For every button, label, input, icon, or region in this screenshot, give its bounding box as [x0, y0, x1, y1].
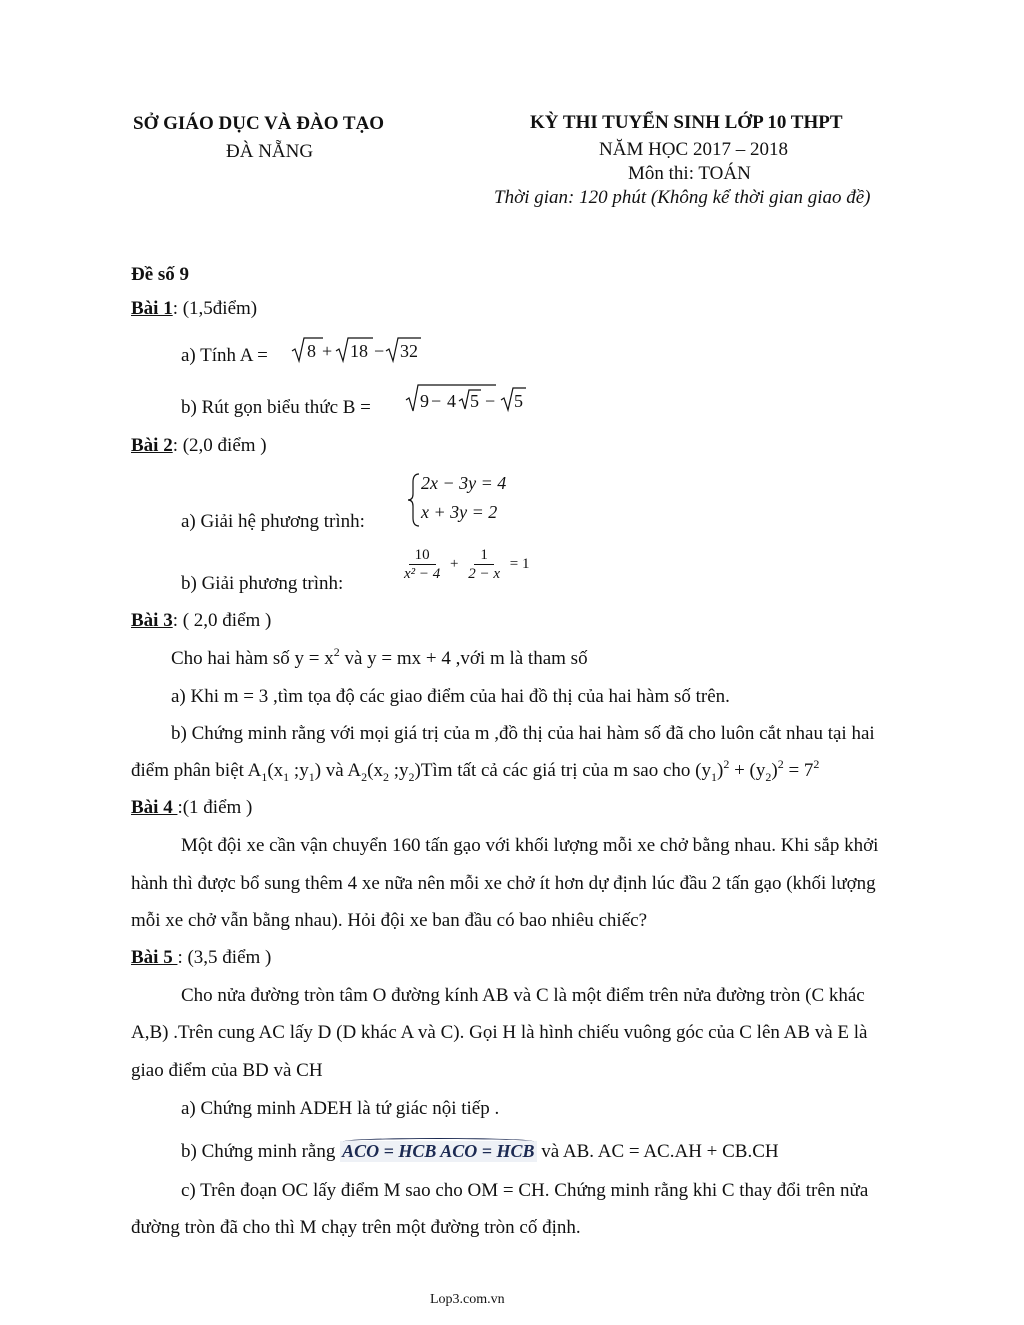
- svg-text:−: −: [374, 341, 385, 361]
- exam-title: KỲ THI TUYỂN SINH LỚP 10 THPT: [530, 112, 843, 133]
- plus-sign: +: [450, 556, 459, 572]
- bai4-line-1: Một đội xe cần vận chuyển 160 tấn gạo với khối lượng mỗi xe chở bằng nhau. Khi sắp khởi: [181, 835, 879, 856]
- svg-text:5: 5: [514, 391, 523, 411]
- bai5-heading: [131, 947, 271, 969]
- bai3-intro-b: và y = mx + 4 ,với m là tham số: [339, 648, 588, 669]
- bai5-line-3: giao điểm của BD và CH: [131, 1060, 323, 1081]
- fraction-2-num: 1: [474, 546, 494, 565]
- bai1-a-text: a) Tính A =: [181, 345, 268, 366]
- exam-number: Đề số 9: [131, 264, 190, 285]
- bai3-intro: [171, 645, 588, 670]
- fraction-1: [398, 546, 446, 583]
- bai2-heading: [131, 435, 267, 457]
- bai3-heading: [131, 610, 271, 632]
- bai1-b-formula: [405, 383, 527, 415]
- svg-text:9: 9: [420, 391, 429, 411]
- bai4-points: :(1 điểm ): [177, 797, 253, 818]
- equation-rhs: = 1: [509, 556, 530, 572]
- bai2-eq2: x + 3y = 2: [421, 502, 498, 522]
- bai4-heading: [131, 797, 252, 819]
- time-limit: Thời gian: 120 phút (Không kể thời gian giao đề): [494, 187, 871, 208]
- bai5-a-text: a) Chứng minh ADEH là tứ giác nội tiếp .: [181, 1098, 500, 1119]
- bai2-b-equation: [398, 546, 530, 583]
- bai5-b-tail: và AB. AC = AC.AH + CB.CH: [536, 1141, 779, 1162]
- school-year: NĂM HỌC 2017 – 2018: [599, 139, 788, 160]
- bai2-points: : (2,0 điểm ): [172, 435, 267, 456]
- department-name: SỞ GIÁO DỤC VÀ ĐÀO TẠO: [133, 113, 385, 134]
- bai3-label: Bài 3: [131, 610, 173, 631]
- svg-text:18: 18: [350, 341, 368, 361]
- svg-text:5: 5: [470, 391, 479, 411]
- bai1-label: Bài 1: [131, 298, 173, 319]
- svg-text:32: 32: [400, 341, 418, 361]
- bai4-line-2: hành thì được bổ sung thêm 4 xe nữa nên mỗi xe chở ít hơn dự định lúc đầu 2 tấn gạo (khối lượng: [131, 873, 876, 894]
- bai2-a-text: a) Giải hệ phương trình:: [181, 511, 365, 532]
- fraction-2-den: 2 − x: [468, 566, 501, 582]
- footer-site: Lop3.com.vn: [430, 1292, 505, 1307]
- bai1-b-text: b) Rút gọn biểu thức B =: [181, 397, 371, 418]
- bai5-b-line: [181, 1141, 779, 1163]
- bai3-b-text-2: điểm phân biệt A1(x1 ;y1) và A2(x2 ;y2)Tìm tất cả các giá trị của m sao cho $(y1)^2 + (y2)^2 = 7^2$: [131, 757, 820, 784]
- bai2-b-text: b) Giải phương trình:: [181, 573, 344, 594]
- bai5-line-2: A,B) .Trên cung AC lấy D (D khác A và C). Gọi H là hình chiếu vuông góc của C lên AB và E là: [131, 1022, 868, 1043]
- superscript-2: 2: [333, 645, 340, 659]
- bai5-c-line-1: c) Trên đoạn OC lấy điểm M sao cho OM = CH. Chứng minh rằng khi C thay đổi trên nửa: [181, 1180, 869, 1201]
- svg-text:4: 4: [447, 391, 456, 411]
- city-name: ĐÀ NẴNG: [226, 141, 314, 162]
- bai2-system-brace: [407, 472, 421, 528]
- svg-text:+: +: [322, 341, 333, 361]
- bai5-points: : (3,5 điểm ): [177, 947, 272, 968]
- bai3-intro-a: Cho hai hàm số y = x: [171, 648, 334, 669]
- bai5-b-formula-image: ACO = HCB ACO = HCB: [342, 1141, 535, 1161]
- bai5-label: Bài 5: [131, 947, 178, 968]
- bai3-points: : ( 2,0 điểm ): [172, 610, 272, 631]
- bai3-b-text-1: b) Chứng minh rằng với mọi giá trị của m ,đồ thị của hai hàm số đã cho luôn cắt nhau tại hai: [171, 723, 875, 744]
- bai4-line-3: mỗi xe chở vẫn bằng nhau). Hỏi đội xe ban đầu có bao nhiêu chiếc?: [131, 910, 648, 931]
- bai3-b-text-2-start: điểm phân biệt A: [131, 760, 262, 781]
- bai5-c-line-2: đường tròn đã cho thì M chạy trên một đường tròn cố định.: [131, 1217, 581, 1238]
- bai1-heading: [131, 298, 257, 320]
- fraction-2: [462, 546, 506, 583]
- svg-text:−: −: [431, 391, 442, 411]
- bai5-b-text: b) Chứng minh rằng: [181, 1141, 336, 1162]
- fraction-1-den: x² − 4: [404, 566, 441, 582]
- svg-text:8: 8: [307, 341, 316, 361]
- bai5-line-1: Cho nửa đường tròn tâm O đường kính AB và C là một điểm trên nửa đường tròn (C khác: [181, 985, 865, 1006]
- bai1-points: : (1,5điểm): [172, 298, 258, 319]
- svg-text:−: −: [485, 391, 496, 411]
- bai4-label: Bài 4: [131, 797, 178, 818]
- bai1-a-formula: [291, 335, 423, 365]
- subject: Môn thi: TOÁN: [628, 163, 751, 184]
- bai2-eq1: 2x − 3y = 4: [421, 473, 507, 493]
- bai2-label: Bài 2: [131, 435, 173, 456]
- bai3-a-text: a) Khi m = 3 ,tìm tọa độ các giao điểm của hai đồ thị của hai hàm số trên.: [171, 686, 730, 707]
- fraction-1-num: 10: [409, 546, 436, 565]
